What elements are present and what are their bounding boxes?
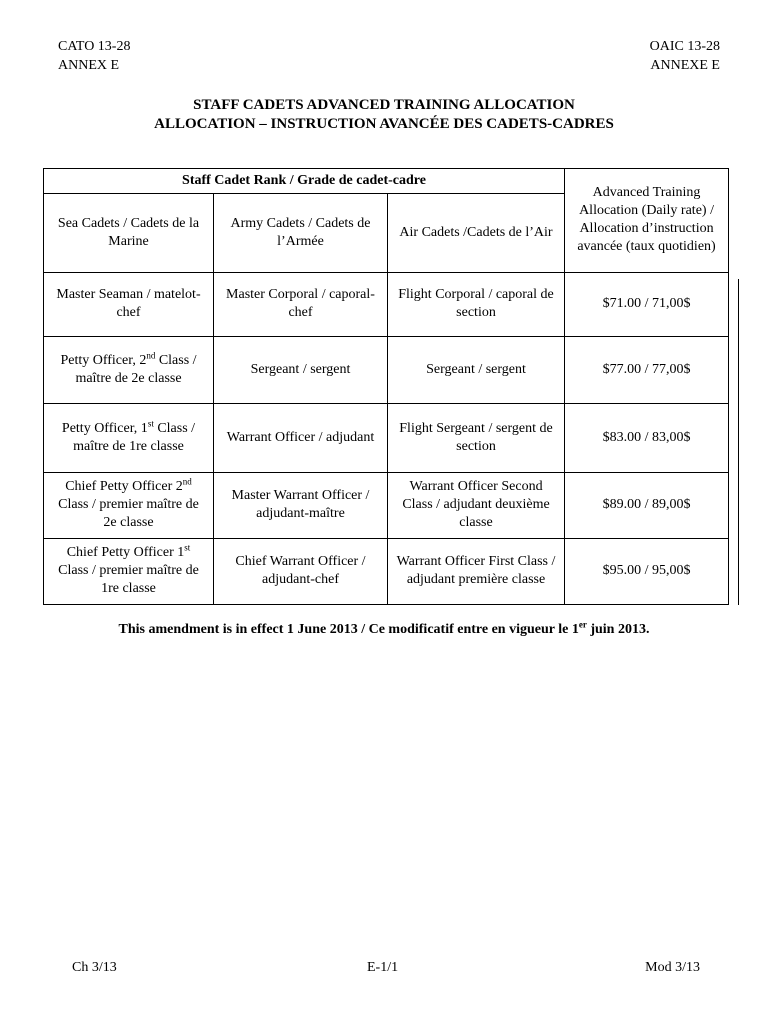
sea-cadets-column-header: Sea Cadets / Cadets de la Marine [44,194,214,272]
army-rank-cell: Master Corporal / caporal-chef [214,272,388,336]
header-right [650,37,720,75]
air-rank-cell: Warrant Officer Second Class / adjudant deuxième classe [388,472,565,538]
air-rank-cell: Warrant Officer First Class / adjudant première classe [388,538,565,604]
air-rank-cell: Sergeant / sergent [388,337,565,404]
table-row [44,272,729,336]
footer-page-number: E-1/1 [367,960,399,975]
army-rank-cell: Warrant Officer / adjudant [214,404,388,472]
footer-modification-number: Mod 3/13 [645,960,700,975]
daily-rate-cell: $71.00 / 71,00$ [565,272,729,336]
footer-change-number: Ch 3/13 [72,960,117,975]
air-cadets-column-header: Air Cadets /Cadets de l’Air [388,194,565,272]
army-rank-cell: Chief Warrant Officer / adjudant-chef [214,538,388,604]
army-cadets-column-header: Army Cadets / Cadets de l’Armée [214,194,388,272]
air-rank-cell: Flight Sergeant / sergent de section [388,404,565,472]
daily-rate-cell: $83.00 / 83,00$ [565,404,729,472]
army-rank-cell: Sergeant / sergent [214,337,388,404]
daily-rate-cell: $77.00 / 77,00$ [565,337,729,404]
amendment-note: This amendment is in effect 1 June 2013 / Ce modificatif entre en vigueur le 1er juin 2013. [118,619,650,637]
sea-rank-cell: Petty Officer, 2nd Class / maître de 2e classe [44,337,214,404]
army-rank-cell: Master Warrant Officer / adjudant-maître [214,472,388,538]
allocation-column-header: Advanced Training Allocation (Daily rate) / Allocation d’instruction avancée (taux quotidien) [565,169,729,273]
page-title [0,96,768,134]
page-title-english: STAFF CADETS ADVANCED TRAINING ALLOCATION [193,97,575,113]
sea-rank-cell: Chief Petty Officer 1st Class / premier maître de 1re classe [44,538,214,604]
header-right-reference: OAIC 13-28 [649,39,720,54]
header-right-annex: ANNEXE E [650,58,720,73]
air-rank-cell: Flight Corporal / caporal de section [388,272,565,336]
sea-rank-cell: Chief Petty Officer 2nd Class / premier maître de 2e classe [44,472,214,538]
table-row [44,538,729,604]
header-left-annex: ANNEX E [58,58,120,73]
daily-rate-cell: $89.00 / 89,00$ [565,472,729,538]
allocation-table [43,168,729,605]
table-row [44,337,729,404]
change-bar [738,279,739,605]
daily-rate-cell: $95.00 / 95,00$ [565,538,729,604]
header-left [58,37,130,75]
sea-rank-cell: Petty Officer, 1st Class / maître de 1re classe [44,404,214,472]
page-title-french: ALLOCATION – INSTRUCTION AVANCÉE DES CADETS-CADRES [154,116,614,132]
header-left-reference: CATO 13-28 [58,39,131,54]
table-row [44,404,729,472]
sea-rank-cell: Master Seaman / matelot-chef [44,272,214,336]
table-row [44,472,729,538]
rank-group-header: Staff Cadet Rank / Grade de cadet-cadre [44,169,565,194]
